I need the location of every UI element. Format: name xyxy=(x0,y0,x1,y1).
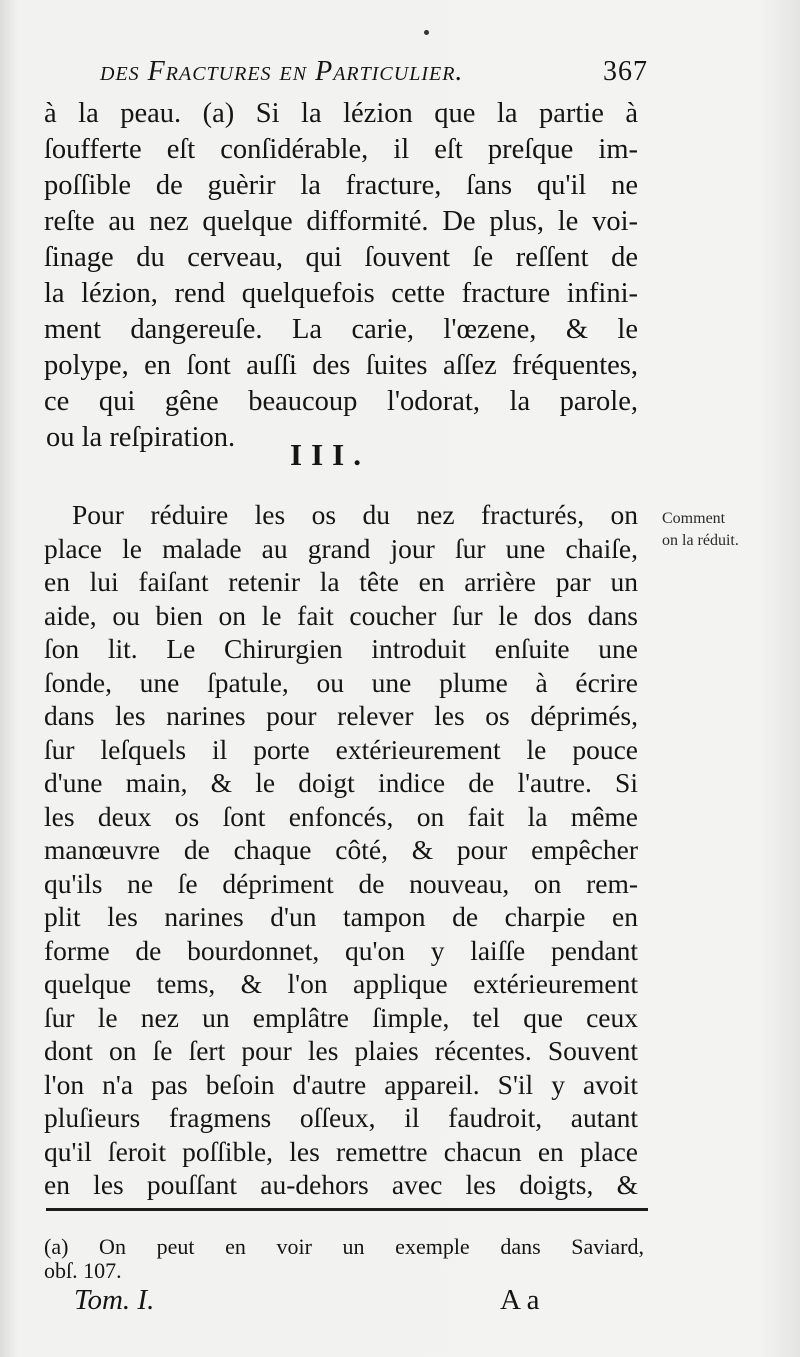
text-line: ou la reſpiration. xyxy=(46,422,236,453)
text-line: ſur leſquels il porte extérieurement le pouce xyxy=(44,734,638,765)
text-line: les deux os ſont enfoncés, on fait la même xyxy=(44,801,638,832)
footnote-line: (a) On peut en voir un exemple dans Saviard, xyxy=(44,1234,644,1259)
text-line: ſonde, une ſpatule, ou une plume à écrire xyxy=(44,667,638,698)
text-line: polype, en ſont auſſi des ſuites aſſez fréquentes, xyxy=(44,350,638,381)
text-line: la lézion, rend quelquefois cette fracture infini- xyxy=(44,278,638,309)
page-number: 367 xyxy=(603,56,648,87)
text-line: qu'ils ne ſe dépriment de nouveau, on rem- xyxy=(44,868,638,899)
text-line: à la peau. (a) Si la lézion que la partie à xyxy=(44,98,638,129)
ink-speck xyxy=(424,30,429,35)
text-line: qu'il ſeroit poſſible, les remettre chacun en place xyxy=(44,1136,638,1167)
text-line: en les pouſſant au-dehors avec les doigts, & xyxy=(44,1169,638,1200)
footnote-rule xyxy=(46,1208,648,1211)
text-line: Pour réduire les os du nez fracturés, on xyxy=(72,499,638,530)
text-line: ſon lit. Le Chirurgien introduit enſuite une xyxy=(44,633,638,664)
gathering-signature: A a xyxy=(500,1284,540,1316)
text-line: ſoufferte eſt conſidérable, il eſt preſque im- xyxy=(44,134,638,165)
text-line: plit les narines d'un tampon de charpie en xyxy=(44,901,638,932)
text-line: poſſible de guèrir la fracture, ſans qu'il ne xyxy=(44,170,638,201)
margin-note-line: Comment xyxy=(662,510,726,527)
section-number: III. xyxy=(290,437,370,472)
text-line: aide, ou bien on le fait coucher ſur le dos dans xyxy=(44,600,638,631)
text-line: forme de bourdonnet, qu'on y laiſſe pendant xyxy=(44,935,638,966)
text-line: ce qui gêne beaucoup l'odorat, la parole, xyxy=(44,386,638,417)
text-line: reſte au nez quelque difformité. De plus, le voi- xyxy=(44,206,638,237)
header-title: des Fractures en Particulier. xyxy=(100,56,464,87)
footnote-line: obſ. 107. xyxy=(44,1258,122,1283)
margin-note-line: on la réduit. xyxy=(662,532,739,549)
text-line: ment dangereuſe. La carie, l'œzene, & le xyxy=(44,314,638,345)
text-line: dans les narines pour relever les os déprimés, xyxy=(44,700,638,731)
text-line: place le malade au grand jour ſur une chaiſe, xyxy=(44,533,638,564)
text-line: pluſieurs fragmens oſſeux, il faudroit, autant xyxy=(44,1102,638,1133)
text-line: quelque tems, & l'on applique extérieurement xyxy=(44,968,638,999)
volume-signature: Tom. I. xyxy=(74,1284,155,1316)
text-line: en lui faiſant retenir la tête en arrière par un xyxy=(44,566,638,597)
text-line: ſinage du cerveau, qui ſouvent ſe reſſent de xyxy=(44,242,638,273)
text-line: ſur le nez un emplâtre ſimple, tel que ceux xyxy=(44,1002,638,1033)
running-header xyxy=(100,56,648,96)
text-line: dont on ſe ſert pour les plaies récentes. Souvent xyxy=(44,1035,638,1066)
text-line: l'on n'a pas beſoin d'autre appareil. S'il y avoit xyxy=(44,1069,638,1100)
text-line: d'une main, & le doigt indice de l'autre. Si xyxy=(44,767,638,798)
text-line: manœuvre de chaque côté, & pour empêcher xyxy=(44,834,638,865)
